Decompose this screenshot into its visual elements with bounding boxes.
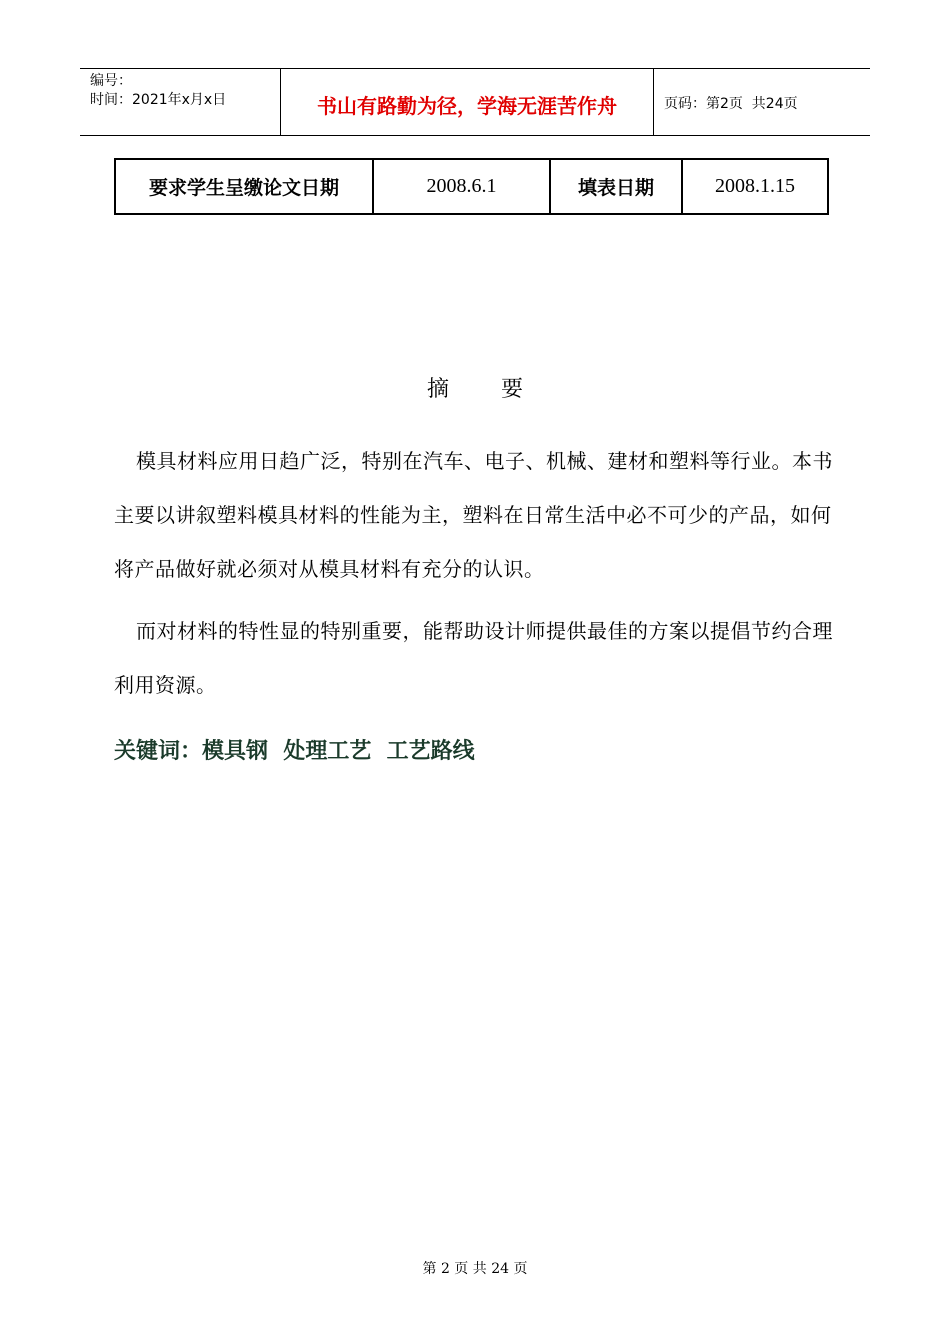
document-number-label: 编号： [90,73,132,89]
header-page-info [654,69,870,135]
abstract-paragraph-1: 模具材料应用日趋广泛，特别在汽车、电子、机械、建材和塑料等行业。本书主要以讲叙塑料模具材料的性能为主，塑料在日常生活中必不可少的产品，如何将产品做好就必须对从模具材料有充分的认识。 [114,449,833,581]
abstract-paragraph-2: 而对材料的特性显的特别重要，能帮助设计师提供最佳的方案以提倡节约合理利用资源。 [114,619,833,697]
page-footer: 第 2 页 共 24 页 [422,1261,528,1277]
header-motto: 书山有路勤为径，学海无涯苦作舟 [281,69,654,135]
fill-date-value: 2008.1.15 [715,175,795,197]
fill-date-label: 填表日期 [551,160,683,213]
submission-info-table [114,158,829,215]
submit-date-value: 2008.6.1 [374,160,551,213]
header-meta [80,69,281,135]
page-header [80,68,870,136]
header-page-info-text: 页码：第2页 共24页 [664,96,798,112]
abstract-keywords: 关键词：模具钢 处理工艺 工艺路线 [114,739,475,764]
abstract-title: 摘要 [426,377,575,402]
submit-date-label: 要求学生呈缴论文日期 [116,160,374,213]
document-date-label: 时间：2021年x月x日 [90,92,227,108]
